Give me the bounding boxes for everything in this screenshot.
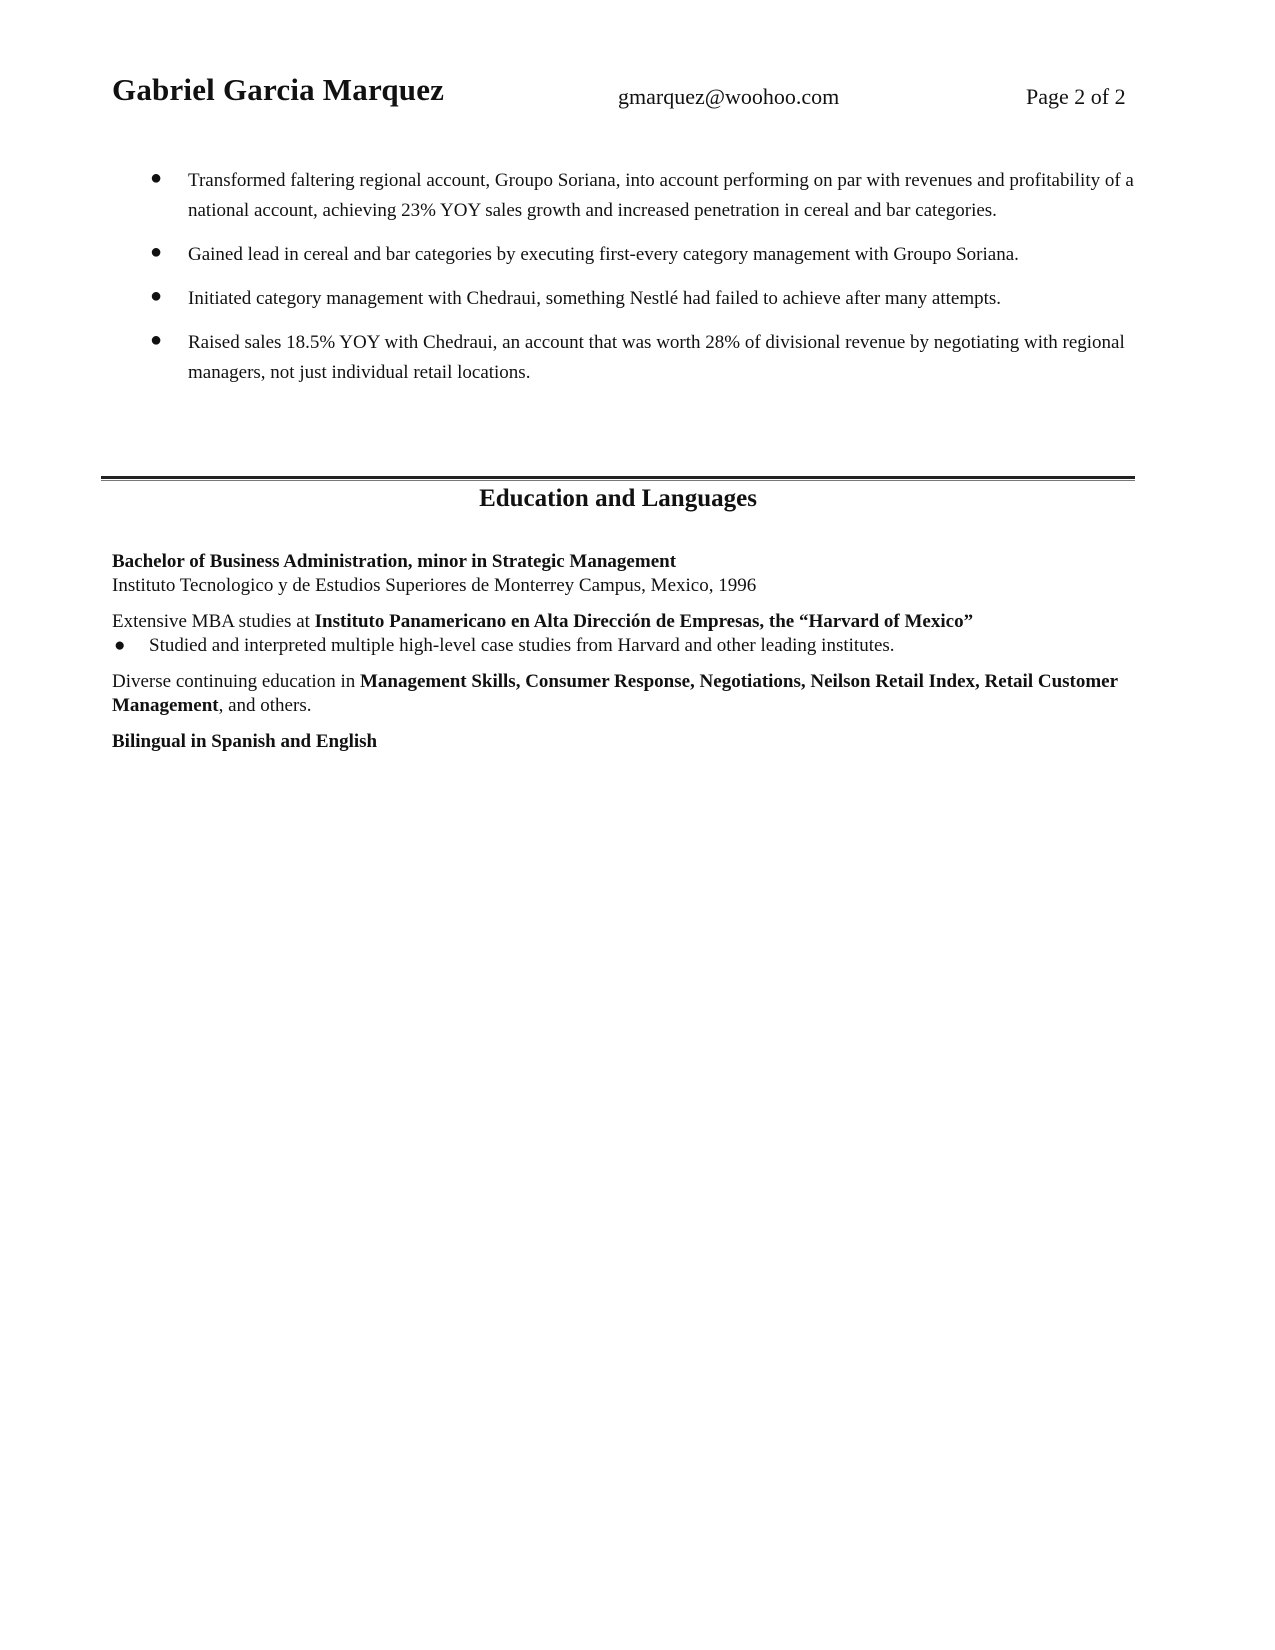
degree-block	[112, 550, 1132, 598]
mba-school: Instituto Panamericano en Alta Dirección de Empresas, the “Harvard of Mexico”	[314, 611, 974, 632]
degree-school: Instituto Tecnologico y de Estudios Superiores de Monterrey Campus, Mexico, 1996	[112, 575, 757, 596]
list-item	[150, 166, 1160, 226]
mba-bullet-text: Studied and interpreted multiple high-level case studies from Harvard and other leading institutes.	[149, 635, 895, 656]
section-divider	[101, 476, 1135, 481]
bullet-icon: ●	[114, 635, 126, 656]
achievements-list	[150, 166, 1160, 402]
page-number: Page 2 of 2	[1026, 84, 1126, 109]
candidate-name: Gabriel Garcia Marquez	[112, 72, 445, 107]
bullet-icon: ●	[150, 285, 163, 307]
degree-title: Bachelor of Business Administration, minor in Strategic Management	[112, 551, 677, 572]
bullet-icon: ●	[150, 241, 163, 263]
languages-block	[112, 730, 1132, 754]
continuing-education-block	[112, 670, 1132, 718]
continuing-topics: Management Skills, Consumer Response, Negotiations, Neilson Retail Index, Retail Customer Management	[112, 671, 1118, 716]
achievement-text: Initiated category management with Chedraui, something Nestlé had failed to achieve after many attempts.	[188, 288, 1002, 309]
section-title: Education and Languages	[479, 485, 757, 512]
list-item	[150, 328, 1160, 388]
mba-block	[112, 610, 1132, 658]
achievement-text: Transformed faltering regional account, Groupo Soriana, into account performing on par with revenues and profitability of a national account, achieving 23% YOY sales growth and increased penetration in cereal and bar categories.	[188, 170, 1134, 221]
continuing-suffix: , and others.	[218, 695, 312, 716]
mba-prefix: Extensive MBA studies at	[112, 611, 315, 632]
education-section	[112, 550, 1132, 766]
achievement-text: Raised sales 18.5% YOY with Chedraui, an account that was worth 28% of divisional revenue by negotiating with regional managers, not just individual retail locations.	[188, 332, 1125, 383]
continuing-prefix: Diverse continuing education in	[112, 671, 360, 692]
list-item	[150, 284, 1160, 314]
candidate-email[interactable]: gmarquez@woohoo.com	[618, 84, 840, 109]
bullet-icon: ●	[150, 329, 163, 351]
bullet-icon: ●	[150, 167, 163, 189]
list-item	[150, 240, 1160, 270]
achievement-text: Gained lead in cereal and bar categories by executing first-every category management with Groupo Soriana.	[188, 244, 1019, 265]
languages-text: Bilingual in Spanish and English	[112, 731, 378, 752]
